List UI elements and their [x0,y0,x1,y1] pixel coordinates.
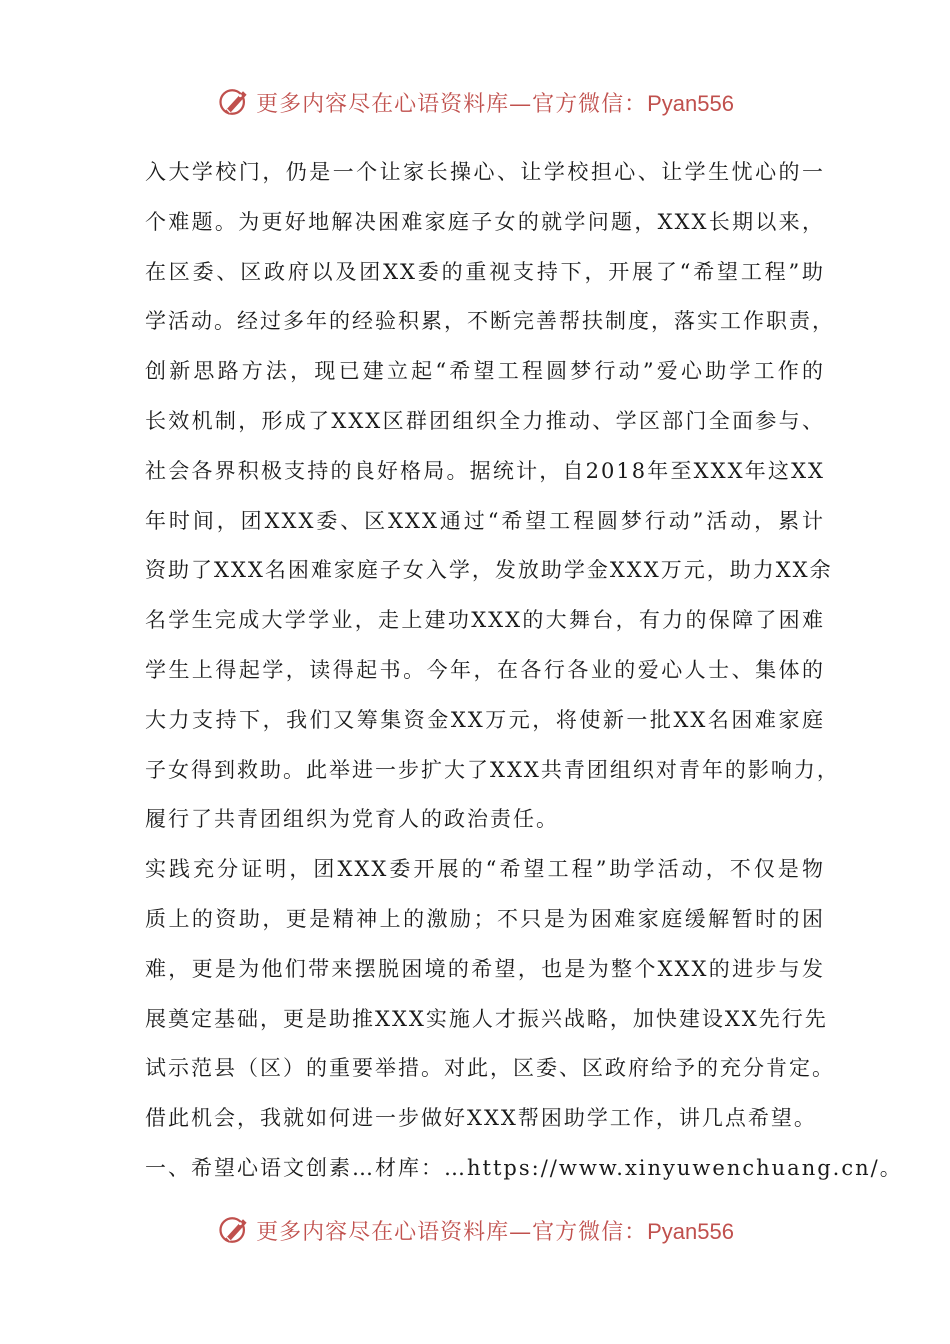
body-line: 学生上得起学，读得起书。今年，在各行各业的爱心人士、集体的 [145,657,825,682]
wechat-id: Pyan556 [647,1218,734,1244]
body-line: 学活动。经过多年的经验积累，不断完善帮扶制度，落实工作职责， [145,309,835,334]
body-line-link: 一、希望心语文创素…材库：…https://www.xinyuwenchuang.cn/。 [145,1155,903,1180]
body-line: 个难题。为更好地解决困难家庭子女的就学问题，XXX长期以来， [145,209,825,234]
banner-text: 更多内容尽在心语资料库—官方微信：Pyan556 [256,1218,734,1245]
body-line: 在区委、区政府以及团XX委的重视支持下，开展了“希望工程”助 [145,259,825,284]
body-line: 履行了共青团组织为党育人的政治责任。 [145,807,559,832]
body-line: 借此机会，我就如何进一步做好XXX帮困助学工作，讲几点希望。 [145,1106,817,1131]
body-line: 展奠定基础，更是助推XXX实施人才振兴战略，加快建设XX先行先 [145,1006,828,1031]
header-banner [0,80,950,124]
body-line: 大力支持下，我们又筹集资金XX万元，将使新一批XX名困难家庭 [145,707,825,732]
pen-nib-logo-icon [216,84,252,120]
banner-text: 更多内容尽在心语资料库—官方微信：Pyan556 [256,90,734,117]
body-line: 子女得到救助。此举进一步扩大了XXX共青团组织对青年的影响力， [145,757,840,782]
document-body [145,148,903,1194]
body-line: 入大学校门，仍是一个让家长操心、让学校担心、让学生忧心的一 [145,160,825,184]
body-line: 实践充分证明，团XXX委开展的“希望工程”助学活动，不仅是物 [145,857,825,882]
body-line: 难，更是为他们带来摆脱困境的希望，也是为整个XXX的进步与发 [145,956,825,981]
body-line: 年时间，团XXX委、区XXX通过“希望工程圆梦行动”活动，累计 [145,508,825,533]
wechat-id: Pyan556 [647,90,734,116]
body-line: 资助了XXX名困难家庭子女入学，发放助学金XXX万元，助力XX余 [145,558,833,583]
body-line: 质上的资助，更是精神上的激励；不只是为困难家庭缓解暂时的困 [145,906,825,931]
body-line: 创新思路方法，现已建立起“希望工程圆梦行动”爱心助学工作的 [145,359,825,384]
body-line: 社会各界积极支持的良好格局。据统计，自2018年至XXX年这XX [145,458,825,483]
body-line: 名学生完成大学学业，走上建功XXX的大舞台，有力的保障了困难 [145,608,825,633]
body-line: 试示范县（区）的重要举措。对此，区委、区政府给予的充分肯定。 [145,1056,835,1081]
body-line: 长效机制，形成了XXX区群团组织全力推动、学区部门全面参与、 [145,408,825,433]
pen-nib-logo-icon [216,1212,252,1248]
footer-banner [0,1208,950,1252]
